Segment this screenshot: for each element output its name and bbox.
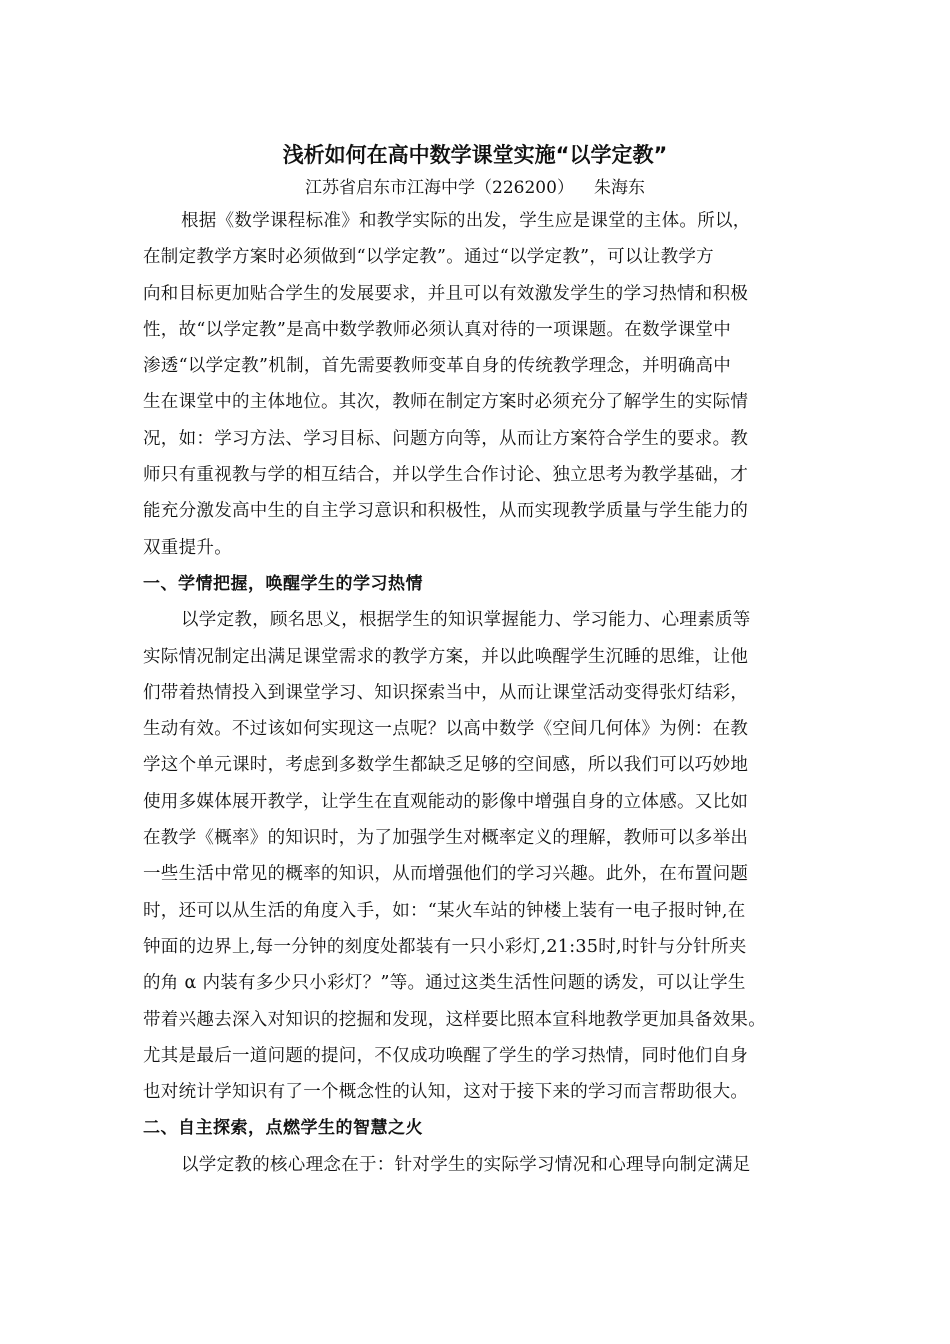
paragraph-line: 在制定教学方案时必须做到“以学定教”。通过“以学定教”，可以让教学方 bbox=[143, 247, 714, 268]
paragraph-line: 生在课堂中的主体地位。其次，教师在制定方案时必须充分了解学生的实际情 bbox=[143, 392, 749, 413]
paragraph-line: 尤其是最后一道问题的提问，不仅成功唤醒了学生的学习热情，同时他们自身 bbox=[143, 1045, 749, 1066]
paragraph-line: 向和目标更加贴合学生的发展要求，并且可以有效激发学生的学习热情和积极 bbox=[143, 283, 749, 304]
paragraph-line: 使用多媒体展开教学，让学生在直观能动的影像中增强自身的立体感。又比如 bbox=[143, 791, 749, 812]
paragraph-line: 以学定教的核心理念在于：针对学生的实际学习情况和心理导向制定满足 bbox=[181, 1154, 751, 1175]
document-body bbox=[143, 203, 819, 1183]
paragraph-line: 们带着热情投入到课堂学习、知识探索当中，从而让课堂活动变得张灯结彩， bbox=[143, 682, 749, 703]
paragraph-line: 钟面的边界上,每一分钟的刻度处都装有一只小彩灯,21:35时,时针与分针所夹 bbox=[143, 936, 747, 957]
byline bbox=[0, 174, 950, 202]
paragraph-line: 以学定教，顾名思义，根据学生的知识掌握能力、学习能力、心理素质等 bbox=[181, 610, 751, 631]
paragraph-line: 在教学《概率》的知识时，为了加强学生对概率定义的理解，教师可以多举出 bbox=[143, 828, 749, 849]
paragraph-line: 师只有重视教与学的相互结合，并以学生合作讨论、独立思考为教学基础，才 bbox=[143, 465, 749, 486]
section-heading: 一、学情把握，唤醒学生的学习热情 bbox=[143, 573, 423, 594]
paragraph-line: 生动有效。不过该如何实现这一点呢？以高中数学《空间几何体》为例：在教 bbox=[143, 719, 749, 740]
paragraph-line: 渗透“以学定教”机制，首先需要教师变革自身的传统教学理念，并明确高中 bbox=[143, 356, 732, 377]
paragraph-line: 根据《数学课程标准》和教学实际的出发，学生应是课堂的主体。所以， bbox=[181, 211, 751, 231]
paragraph-line: 的角 α 内装有多少只小彩灯？”等。通过这类生活性问题的诱发，可以让学生 bbox=[143, 973, 746, 994]
author-name: 朱海东 bbox=[593, 178, 645, 198]
paragraph-line: 况，如：学习方法、学习目标、问题方向等，从而让方案符合学生的要求。教 bbox=[143, 428, 749, 449]
paragraph-line: 也对统计学知识有了一个概念性的认知，这对于接下来的学习而言帮助很大。 bbox=[143, 1082, 749, 1103]
paragraph-line: 性，故“以学定教”是高中数学教师必须认真对待的一项课题。在数学课堂中 bbox=[143, 319, 732, 340]
paragraph-line: 一些生活中常见的概率的知识，从而增强他们的学习兴趣。此外，在布置问题 bbox=[143, 864, 749, 885]
paragraph-line: 时，还可以从生活的角度入手，如：“某火车站的钟楼上装有一电子报时钟,在 bbox=[143, 900, 746, 921]
document-title: 浅析如何在高中数学课堂实施“以学定教” bbox=[282, 143, 668, 167]
section-heading: 二、自主探索，点燃学生的智慧之火 bbox=[143, 1118, 423, 1139]
paragraph-line: 带着兴趣去深入对知识的挖掘和发现，这样要比照本宣科地教学更加具备效果。 bbox=[143, 1009, 766, 1030]
paragraph-line: 学这个单元课时，考虑到多数学生都缺乏足够的空间感，所以我们可以巧妙地 bbox=[143, 755, 749, 776]
paragraph-line: 能充分激发高中生的自主学习意识和积极性，从而实现教学质量与学生能力的 bbox=[143, 501, 749, 522]
paragraph-line: 实际情况制定出满足课堂需求的教学方案，并以此唤醒学生沉睡的思维，让他 bbox=[143, 646, 749, 667]
paragraph-line: 双重提升。 bbox=[143, 537, 232, 558]
author-affiliation: 江苏省启东市江海中学（226200） bbox=[305, 178, 574, 198]
